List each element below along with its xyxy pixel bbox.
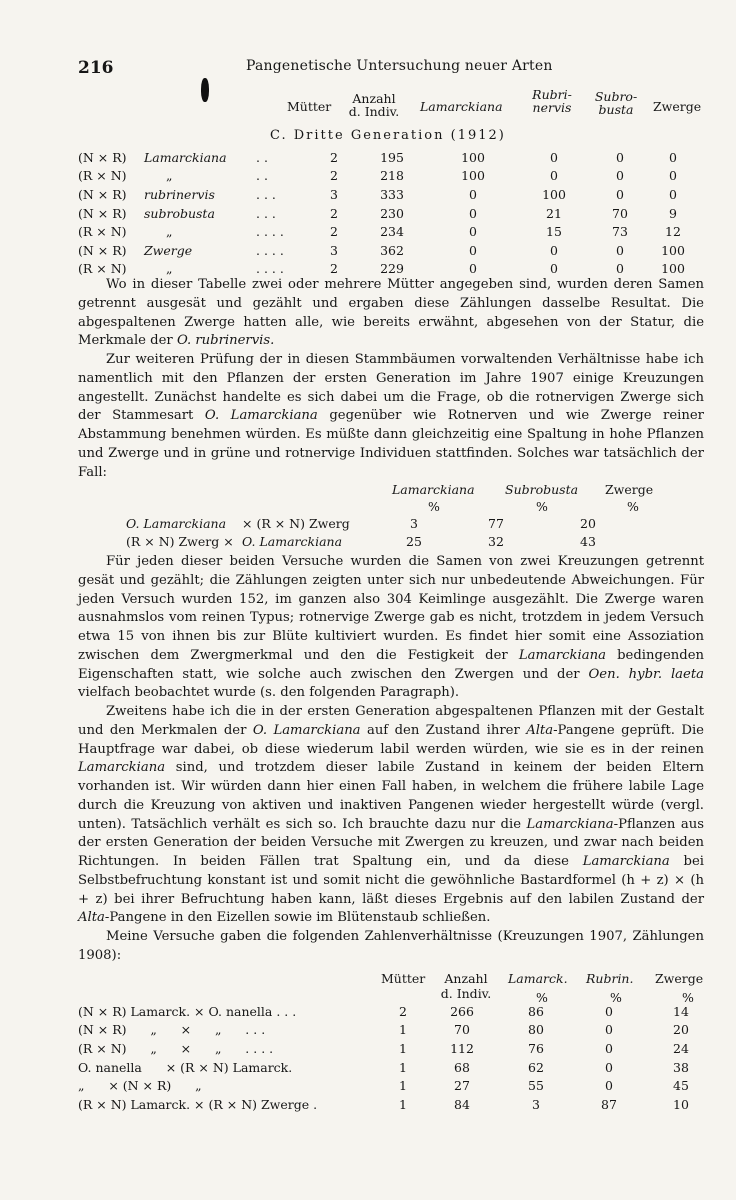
t3-cell-m: 1 bbox=[399, 1022, 407, 1038]
t2-header-lamarckiana-text: Lamarckiana bbox=[392, 482, 475, 497]
t3-cell-m: 1 bbox=[399, 1078, 407, 1094]
t1-cell-sub: 0 bbox=[616, 186, 624, 202]
t3-cell-z: 20 bbox=[673, 1022, 689, 1038]
t1-cell-anzahl: 229 bbox=[380, 261, 404, 277]
t3-pct-3: % bbox=[682, 990, 694, 1005]
t1-row bbox=[78, 204, 696, 223]
t2-header-zwerge: Zwerge bbox=[605, 482, 654, 497]
t1-cell-rub: 0 bbox=[550, 168, 558, 184]
t1-header-rubri: Rubri- bbox=[532, 87, 572, 102]
paragraph-2 bbox=[78, 351, 704, 482]
t1-cell-zw: 9 bbox=[669, 205, 677, 221]
t3-cell-m: 1 bbox=[399, 1040, 407, 1056]
t2-cell-zw: 20 bbox=[580, 515, 596, 531]
t3-header-rubrin bbox=[586, 971, 633, 986]
t1-row bbox=[78, 222, 696, 241]
para4-emphasis-4: Lamarckiana bbox=[526, 816, 614, 832]
t1-cell-name: subrobusta bbox=[144, 205, 215, 221]
t1-cell-dots: . . . . bbox=[256, 224, 284, 240]
t3-cell-a: 68 bbox=[454, 1059, 470, 1075]
t1-header-zwerge: Zwerge bbox=[653, 99, 702, 114]
t2-cell-sub: 77 bbox=[488, 515, 504, 531]
t3-row bbox=[78, 1058, 714, 1077]
t2-pct-1: % bbox=[428, 499, 440, 514]
t1-row bbox=[78, 148, 696, 167]
t1-cell-sub: 0 bbox=[616, 168, 624, 184]
t1-cell-muetter: 2 bbox=[330, 149, 338, 165]
t1-cell-cross: (N × R) bbox=[78, 242, 127, 258]
text-block-1 bbox=[78, 276, 704, 482]
t3-cell-m: 2 bbox=[399, 1003, 407, 1019]
t2-header-lamarckiana bbox=[392, 482, 475, 497]
t1-cell-anzahl: 195 bbox=[380, 149, 404, 165]
t1-cell-name: Lamarckiana bbox=[144, 149, 227, 165]
t1-cell-muetter: 2 bbox=[330, 168, 338, 184]
t1-cell-name: „ bbox=[166, 224, 173, 240]
t3-cell-z: 24 bbox=[673, 1040, 689, 1056]
t3-cell-label: (N × R) Lamarck. × O. nanella . . . bbox=[78, 1003, 297, 1019]
t1-header-subro: Subro- bbox=[594, 89, 638, 104]
t2-cell-lam: 3 bbox=[410, 515, 418, 531]
t1-cell-name: Zwerge bbox=[144, 242, 193, 258]
t1-cell-cross: (R × N) bbox=[78, 261, 127, 277]
t3-cell-l: 80 bbox=[528, 1022, 544, 1038]
t3-header-muetter: Mütter bbox=[381, 971, 426, 986]
t1-cell-zw: 0 bbox=[669, 149, 677, 165]
t3-cell-l: 86 bbox=[528, 1003, 544, 1019]
t1-cell-muetter: 2 bbox=[330, 261, 338, 277]
t2-row bbox=[126, 514, 628, 533]
t3-cell-r: 0 bbox=[605, 1022, 613, 1038]
t1-header-anzahl bbox=[346, 92, 402, 118]
para2-text: Zur weiteren Prüfung der in diesen Stammbäumen vorwaltenden Verhältnisse habe ich namentlich mit den Pflanzen der ersten Generation im Jahre 1907 einige Kreuzungen angestellt. Zunächst handelte es sich dabei um die Frage, ob die rotnervigen Zwerge sich der Stammesart bbox=[78, 352, 704, 424]
t1-cell-muetter: 2 bbox=[330, 224, 338, 240]
t1-header-anzahl-line1: Anzahl bbox=[352, 91, 396, 106]
t3-cell-label: „ × (N × R) „ bbox=[78, 1078, 202, 1094]
t3-cell-r: 0 bbox=[605, 1003, 613, 1019]
t3-header-anzahl bbox=[437, 971, 495, 1001]
para4-text-c: -Pangene geprüft. Die Hauptfrage war dabei, ob diese wiederum labil werden würden, wie sie es in der reinen bbox=[78, 722, 704, 757]
t1-cell-dots: . . . bbox=[256, 205, 276, 221]
t1-cell-muetter: 3 bbox=[330, 242, 338, 258]
t3-row bbox=[78, 1076, 714, 1095]
paragraph-1 bbox=[78, 276, 704, 351]
t1-cell-dots: . . bbox=[256, 149, 268, 165]
table-zahlenverhaeltnisse bbox=[78, 1002, 714, 1114]
t3-header-anzahl-line2: d. Indiv. bbox=[440, 986, 492, 1001]
paragraph-4 bbox=[78, 703, 704, 928]
t2-row bbox=[126, 533, 628, 552]
table-dritte-generation bbox=[78, 148, 696, 278]
t1-cell-anzahl: 218 bbox=[380, 168, 404, 184]
t1-cell-lam: 0 bbox=[469, 242, 477, 258]
t3-cell-a: 84 bbox=[454, 1096, 470, 1112]
t1-cell-rub: 100 bbox=[542, 186, 566, 202]
t2-cell-label_a: (R × N) Zwerg × bbox=[126, 534, 234, 550]
t2-cell-label_a: O. Lamarckiana bbox=[126, 515, 227, 531]
para5-text: Meine Versuche gaben die folgenden Zahlenverhältnisse (Kreuzungen 1907, Zählungen 1908): bbox=[78, 929, 704, 963]
para4-text-d: sind, und trotzdem dieser labile Zustand in keinem der beiden Eltern vorhanden ist. Wir würden dann hier einen Fall haben, in welchem die frühere labile Lage durch die Kreuzung von aktiven und inaktiven Pangenen wieder hergestellt würde (vergl. unten). Tatsächlich verhält es sich so. Ich brauchte dazu nur die bbox=[78, 760, 704, 832]
t2-cell-label_b: O. Lamarckiana bbox=[242, 534, 343, 550]
t1-cell-sub: 0 bbox=[616, 261, 624, 277]
para3-text-c: vielfach beobachtet wurde (s. den folgenden Paragraph). bbox=[78, 685, 460, 701]
para4-text-g: -Pangene in den Eizellen sowie im Blütenstaub schließen. bbox=[104, 910, 491, 926]
t3-header-rubrin-text: Rubrin. bbox=[586, 971, 634, 986]
t3-cell-r: 0 bbox=[605, 1078, 613, 1094]
t3-cell-a: 27 bbox=[454, 1078, 470, 1094]
t3-row bbox=[78, 1095, 714, 1114]
t1-row bbox=[78, 241, 696, 260]
para4-emphasis-3: Lamarckiana bbox=[78, 760, 166, 776]
t3-pct-2: % bbox=[610, 990, 622, 1005]
t3-cell-m: 1 bbox=[399, 1059, 407, 1075]
t1-cell-cross: (R × N) bbox=[78, 224, 127, 240]
para4-text-e: -Pflanzen aus der ersten Generation der beiden Versuche mit Zwergen zu kreuzen, und zwar nach beiden Richtungen. In beiden Fällen trat Spaltung ein, und da diese bbox=[78, 816, 704, 869]
t1-cell-name: „ bbox=[166, 168, 173, 184]
t1-cell-lam: 100 bbox=[461, 168, 485, 184]
t1-cell-dots: . . bbox=[256, 168, 268, 184]
t1-cell-zw: 100 bbox=[661, 242, 685, 258]
para4-emphasis-6: Alta bbox=[78, 910, 105, 926]
t3-cell-label: (R × N) Lamarck. × (R × N) Zwerge . bbox=[78, 1096, 318, 1112]
t2-pct-3: % bbox=[627, 499, 639, 514]
para4-text: Zweitens habe ich die in der ersten Generation abgespaltenen Pflanzen mit der Gestalt und den Merkmalen der bbox=[78, 704, 704, 738]
t1-cell-sub: 73 bbox=[612, 224, 628, 240]
t3-row bbox=[78, 1021, 714, 1040]
t1-cell-cross: (R × N) bbox=[78, 168, 127, 184]
t3-cell-a: 70 bbox=[454, 1022, 470, 1038]
table-kreuzung-zwerg bbox=[126, 514, 628, 551]
t1-cell-anzahl: 230 bbox=[380, 205, 404, 221]
t1-cell-lam: 0 bbox=[469, 205, 477, 221]
t1-cell-lam: 0 bbox=[469, 261, 477, 277]
t1-cell-lam: 0 bbox=[469, 186, 477, 202]
t2-cell-zw: 43 bbox=[580, 534, 596, 550]
t3-cell-r: 0 bbox=[605, 1059, 613, 1075]
t1-cell-muetter: 2 bbox=[330, 205, 338, 221]
running-title: Pangenetische Untersuchung neuer Arten bbox=[246, 58, 553, 74]
t1-cell-sub: 0 bbox=[616, 149, 624, 165]
para3-text: Für jeden dieser beiden Versuche wurden die Samen von zwei Kreuzungen getrennt gesät und gezählt; die Zählungen zeigten unter sich nur unbedeutende Abweichungen. Für jeden Versuch wurden 152, im ganzen also 304 Keimlinge ausgezählt. Die Zwerge waren ausnahmslos vom reinen Typus; rotnervige Zwerge gab es nicht, trotzdem in jedem Versuch etwa 15 von ihnen bis zur Blüte kultiviert wurden. Es findet hier somit eine Assoziation zwischen dem Zwergmerkmal und den die Festigkeit der bbox=[78, 554, 704, 663]
t3-cell-label: O. nanella × (R × N) Lamarck. bbox=[78, 1059, 293, 1075]
t1-cell-rub: 0 bbox=[550, 242, 558, 258]
t2-cell-lam: 25 bbox=[406, 534, 422, 550]
t1-row bbox=[78, 167, 696, 186]
t1-cell-rub: 21 bbox=[546, 205, 562, 221]
t2-header-subrobusta-text: Subrobusta bbox=[505, 482, 579, 497]
t3-header-lamarck-text: Lamarck. bbox=[508, 971, 568, 986]
t3-cell-l: 3 bbox=[532, 1096, 540, 1112]
t3-header-zwerge: Zwerge bbox=[655, 971, 704, 986]
t3-cell-l: 62 bbox=[528, 1059, 544, 1075]
running-header bbox=[78, 58, 696, 80]
para1-text: Wo in dieser Tabelle zwei oder mehrere Mütter angegeben sind, wurden deren Samen getrennt ausgesät und gezählt und ergaben diese Zählungen dasselbe Resultat. Die abgespaltenen Zwerge hatten alle, wie bereits erwähnt, abgesehen von der Statur, die Merkmale der bbox=[78, 277, 704, 349]
t1-cell-zw: 12 bbox=[665, 224, 681, 240]
t1-cell-zw: 0 bbox=[669, 186, 677, 202]
text-block-2 bbox=[78, 553, 704, 966]
t1-header-muetter: Mütter bbox=[287, 99, 332, 114]
para4-text-b: auf den Zustand ihrer bbox=[366, 722, 520, 738]
t1-header-subrobusta bbox=[590, 90, 642, 116]
t1-cell-rub: 0 bbox=[550, 149, 558, 165]
para4-text-f: bei Selbstbefruchtung konstant ist und somit nicht die gewöhnliche Bastardformel (h + z) × (h + z) bei ihrer Befruchtung haben kann, läßt dieses Ergebnis auf den labilen Zustand der bbox=[78, 854, 704, 907]
t1-cell-cross: (N × R) bbox=[78, 186, 127, 202]
t1-cell-zw: 100 bbox=[661, 261, 685, 277]
para4-emphasis-2: Alta bbox=[526, 722, 554, 738]
t3-cell-a: 266 bbox=[450, 1003, 474, 1019]
t3-cell-z: 14 bbox=[673, 1003, 689, 1019]
t3-cell-label: (R × N) „ × „ . . . . bbox=[78, 1040, 274, 1056]
t1-header-rubrinervis bbox=[528, 88, 576, 114]
t1-row bbox=[78, 185, 696, 204]
t3-cell-label: (N × R) „ × „ . . . bbox=[78, 1022, 266, 1038]
t3-header-lamarck bbox=[508, 971, 568, 986]
para2-emphasis: O. Lamarckiana bbox=[204, 408, 318, 424]
t1-cell-sub: 0 bbox=[616, 242, 624, 258]
t3-cell-l: 76 bbox=[528, 1040, 544, 1056]
para4-emphasis: O. Lamarckiana bbox=[252, 722, 361, 738]
t3-cell-z: 38 bbox=[673, 1059, 689, 1075]
t1-cell-anzahl: 234 bbox=[380, 224, 404, 240]
t1-cell-sub: 70 bbox=[612, 205, 628, 221]
t1-cell-lam: 100 bbox=[461, 149, 485, 165]
t1-cell-zw: 0 bbox=[669, 168, 677, 184]
t1-cell-cross: (N × R) bbox=[78, 205, 127, 221]
t1-cell-rub: 15 bbox=[546, 224, 562, 240]
para3-emphasis: Lamarckiana bbox=[518, 647, 606, 663]
t3-header-anzahl-line1: Anzahl bbox=[444, 971, 488, 986]
para3-emphasis-2: Oen. hybr. laeta bbox=[588, 666, 704, 682]
t1-cell-cross: (N × R) bbox=[78, 149, 127, 165]
t1-header-busta: busta bbox=[598, 102, 634, 117]
t1-cell-name: „ bbox=[166, 261, 173, 277]
para4-emphasis-5: Lamarckiana bbox=[582, 854, 670, 869]
generation-title: C. Dritte Generation (1912) bbox=[270, 128, 506, 143]
t3-cell-l: 55 bbox=[528, 1078, 544, 1094]
paragraph-3 bbox=[78, 553, 704, 703]
t2-cell-label_b: × (R × N) Zwerg bbox=[242, 515, 350, 531]
para1-emphasis: O. rubrinervis. bbox=[176, 333, 275, 349]
ink-blot bbox=[201, 78, 209, 102]
t3-cell-z: 10 bbox=[673, 1096, 689, 1112]
t1-cell-muetter: 3 bbox=[330, 186, 338, 202]
t3-cell-r: 0 bbox=[605, 1040, 613, 1056]
t2-header-subrobusta bbox=[505, 482, 578, 497]
t3-row bbox=[78, 1002, 714, 1021]
t3-cell-z: 45 bbox=[673, 1078, 689, 1094]
t1-cell-anzahl: 362 bbox=[380, 242, 404, 258]
t2-pct-2: % bbox=[536, 499, 548, 514]
t1-cell-dots: . . . bbox=[256, 186, 276, 202]
para2-text-b: gegenüber wie Rotnerven und wie Zwerge reiner Abstammung benehmen würden. Es müßte dann gleichzeitig eine Spaltung in hohe Pflanzen und Zwerge und in grüne und rotnervige Individuen stattfinden. Solches war tatsächlich der Fall: bbox=[78, 408, 704, 480]
t1-cell-name: rubrinervis bbox=[144, 186, 215, 202]
t1-header-lamarckiana-text: Lamarckiana bbox=[420, 99, 503, 114]
t1-cell-anzahl: 333 bbox=[380, 186, 404, 202]
t3-row bbox=[78, 1039, 714, 1058]
paragraph-5 bbox=[78, 928, 704, 966]
t1-cell-lam: 0 bbox=[469, 224, 477, 240]
t1-cell-dots: . . . . bbox=[256, 242, 284, 258]
t1-header-anzahl-line2: d. Indiv. bbox=[348, 104, 400, 119]
t3-cell-a: 112 bbox=[450, 1040, 474, 1056]
t1-header-lamarckiana bbox=[420, 100, 503, 113]
t1-cell-dots: . . . . bbox=[256, 261, 284, 277]
t2-cell-sub: 32 bbox=[488, 534, 504, 550]
page-number: 216 bbox=[78, 58, 114, 78]
t3-cell-r: 87 bbox=[601, 1096, 617, 1112]
t3-cell-m: 1 bbox=[399, 1096, 407, 1112]
t3-pct-1: % bbox=[536, 990, 548, 1005]
t1-cell-rub: 0 bbox=[550, 261, 558, 277]
t1-header-nervis: nervis bbox=[532, 100, 572, 115]
para3-text-b: bedingenden Eigenschaften statt, wie solche auch zwischen den Zwergen und der bbox=[78, 647, 704, 682]
